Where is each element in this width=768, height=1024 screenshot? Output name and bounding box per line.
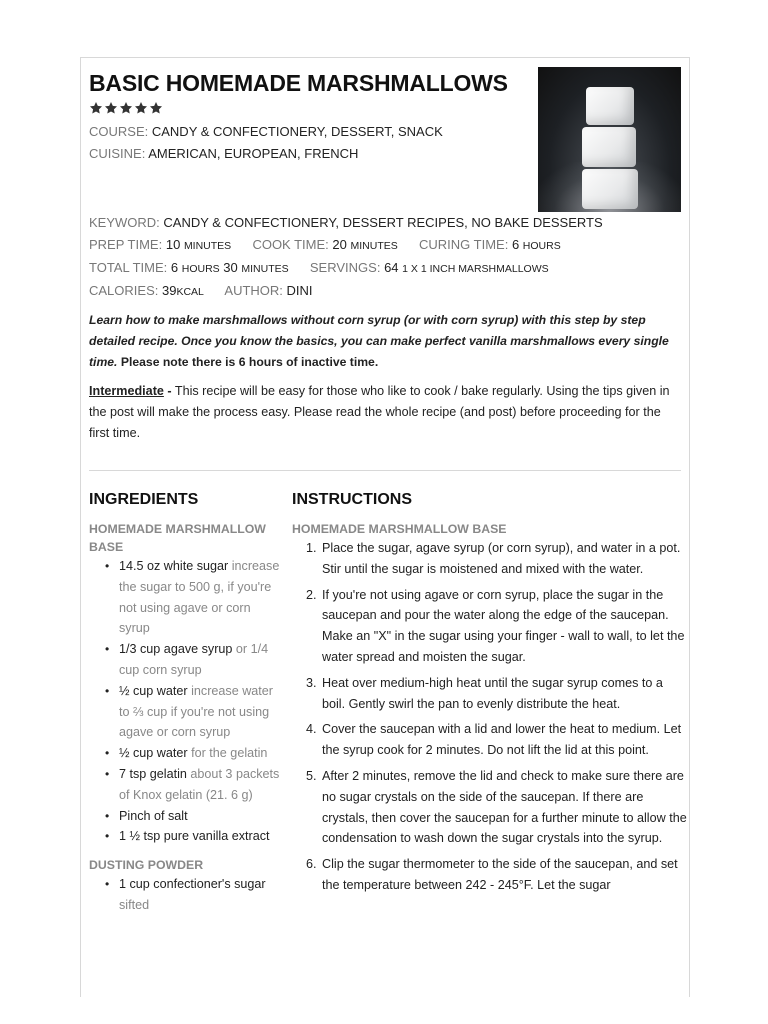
instruction-step [306,719,687,761]
ingredient-note: increase water to ⅔ cup if you're not using agave or corn syrup [119,683,274,740]
curing-value: 6 [511,237,520,252]
calories-unit: KCAL [176,286,204,298]
ingredient-item [103,681,284,743]
ingredients-section [89,489,284,916]
step-number: 5. [306,768,317,783]
instruction-step [306,673,687,715]
step-number: 6. [306,857,317,872]
author-label: AUTHOR: [224,283,283,298]
step-number: 2. [306,587,317,602]
instructions-section [292,489,687,901]
star-icon[interactable] [119,101,133,115]
ingredient-list [103,556,284,847]
ingredient-item [103,639,284,681]
servings-label: SERVINGS: [309,260,381,275]
difficulty-note [89,381,681,444]
keyword-label: KEYWORD: [89,215,160,230]
servings-value[interactable]: 64 [384,260,399,275]
ingredient-main: 7 tsp gelatin [119,766,187,781]
step-text: Cover the saucepan with a lid and lower the heat to medium. Let the syrup cook for 2 minutes. Do not lift the lid at this point. [322,722,682,758]
instruction-step [306,538,687,580]
ingredient-main: Pinch of salt [119,808,188,823]
description-text: Learn how to make marshmallows without corn syrup (or with corn syrup) with this step by step detailed recipe. Once you know the basics, you can make perfect vanilla marshmallows every single time. [89,313,669,369]
prep-value: 10 [165,237,181,252]
recipe-meta [89,212,681,303]
course-value: CANDY & CONFECTIONERY, DESSERT, SNACK [151,124,443,139]
calories-author-row [89,280,681,303]
ingredient-main: ½ cup water [119,683,188,698]
total-hours-value: 6 [170,260,179,275]
description-note: Please note there is 6 hours of inactive time. [120,355,379,369]
total-minutes-unit: MINUTES [241,263,289,275]
difficulty-dash: - [167,384,172,398]
ingredient-item [103,556,284,639]
servings-unit: 1 X 1 INCH MARSHMALLOWS [402,263,549,275]
star-icon[interactable] [104,101,118,115]
star-icon[interactable] [89,101,103,115]
total-servings-row [89,257,681,280]
difficulty-text: This recipe will be easy for those who like to cook / bake regularly. Using the tips given in the post will make the process easy. Please read the whole recipe (and post) before proceeding for the first time. [89,384,670,440]
ingredient-main: 14.5 oz white sugar [119,559,229,573]
ingredient-main: 1/3 cup agave syrup [119,642,233,657]
total-label: TOTAL TIME: [89,260,168,275]
ingredient-note: or 1/4 cup corn syrup [119,642,269,677]
instruction-steps [306,538,687,896]
step-text: If you're not using agave or corn syrup, place the sugar in the saucepan and pour the water along the edge of the saucepan. Make an "X" in the sugar using your finger - wall to wall, to let the water spread and moisten the sugar. [322,587,685,664]
step-number: 1. [306,541,317,555]
step-number: 4. [306,722,317,737]
ingredient-item [103,806,284,827]
recipe-card [80,57,690,997]
ingredient-item [103,764,284,806]
ingredient-groups [89,520,284,916]
ingredient-list [103,874,284,916]
cuisine-value: AMERICAN, EUROPEAN, FRENCH [148,146,359,161]
calories-value: 39 [161,283,177,298]
cook-unit: MINUTES [350,240,398,252]
total-hours-unit: HOURS [181,263,220,275]
ingredient-main: ½ cup water [119,746,188,761]
curing-label: CURING TIME: [418,237,509,252]
course-label: COURSE: [89,124,149,139]
step-text: Place the sugar, agave syrup (or corn syrup), and water in a pot. Stir until the sugar is moistened and mixed with the water. [322,541,681,576]
ingredient-item [103,874,284,916]
instructions-heading: INSTRUCTIONS [292,491,412,508]
calories-label: CALORIES: [89,283,159,298]
cook-label: COOK TIME: [252,237,329,252]
ingredient-group-name: DUSTING POWDER [89,858,204,873]
cuisine-label: CUISINE: [89,146,146,161]
step-number: 3. [306,675,317,690]
prep-unit: MINUTES [183,240,232,252]
ingredient-group-name: HOMEMADE MARSHMALLOW BASE [89,522,266,554]
total-minutes-value: 30 [223,260,238,275]
step-text: Clip the sugar thermometer to the side of the saucepan, and set the temperature between 242 - 245°F. Let the sugar [322,857,678,892]
instructions-group-name: HOMEMADE MARSHMALLOW BASE [292,522,507,536]
keyword-value: CANDY & CONFECTIONERY, DESSERT RECIPES, NO BAKE DESSERTS [163,215,603,230]
prep-label: PREP TIME: [89,237,163,252]
star-icon[interactable] [149,101,163,115]
recipe-photo [538,67,681,212]
ingredient-item [103,743,284,764]
times-row [89,234,681,257]
curing-unit: HOURS [522,240,561,252]
cook-value: 20 [332,237,347,252]
recipe-title: BASIC HOMEMADE MARSHMALLOWS [89,70,508,96]
step-text: Heat over medium-high heat until the sugar syrup comes to a boil. Gently swirl the pan to evenly distribute the heat. [322,675,663,711]
difficulty-level: Intermediate [89,384,164,398]
ingredient-note: about 3 packets of Knox gelatin (21. 6 g) [119,766,280,802]
ingredients-heading: INGREDIENTS [89,491,199,508]
author-value: DINI [286,283,313,298]
recipe-description [89,310,681,373]
keyword-row [89,212,681,234]
star-icon[interactable] [134,101,148,115]
ingredient-note: increase the sugar to 500 g, if you're not using agave or corn syrup [119,559,280,636]
instruction-step [306,854,687,896]
section-divider [89,470,681,471]
ingredient-main: 1 ½ tsp pure vanilla extract [119,829,270,844]
ingredient-note: sifted [119,897,150,912]
instruction-step [306,585,687,668]
ingredient-note: for the gelatin [191,746,268,761]
step-text: After 2 minutes, remove the lid and check to make sure there are no sugar crystals on the side of the saucepan. If there are crystals, then cover the saucepan for a further minute to allow the condensation to wash down the sugar crystals into the syrup. [322,768,687,846]
ingredient-main: 1 cup confectioner's sugar [119,877,266,892]
ingredient-item [103,826,284,847]
instruction-step [306,766,687,849]
